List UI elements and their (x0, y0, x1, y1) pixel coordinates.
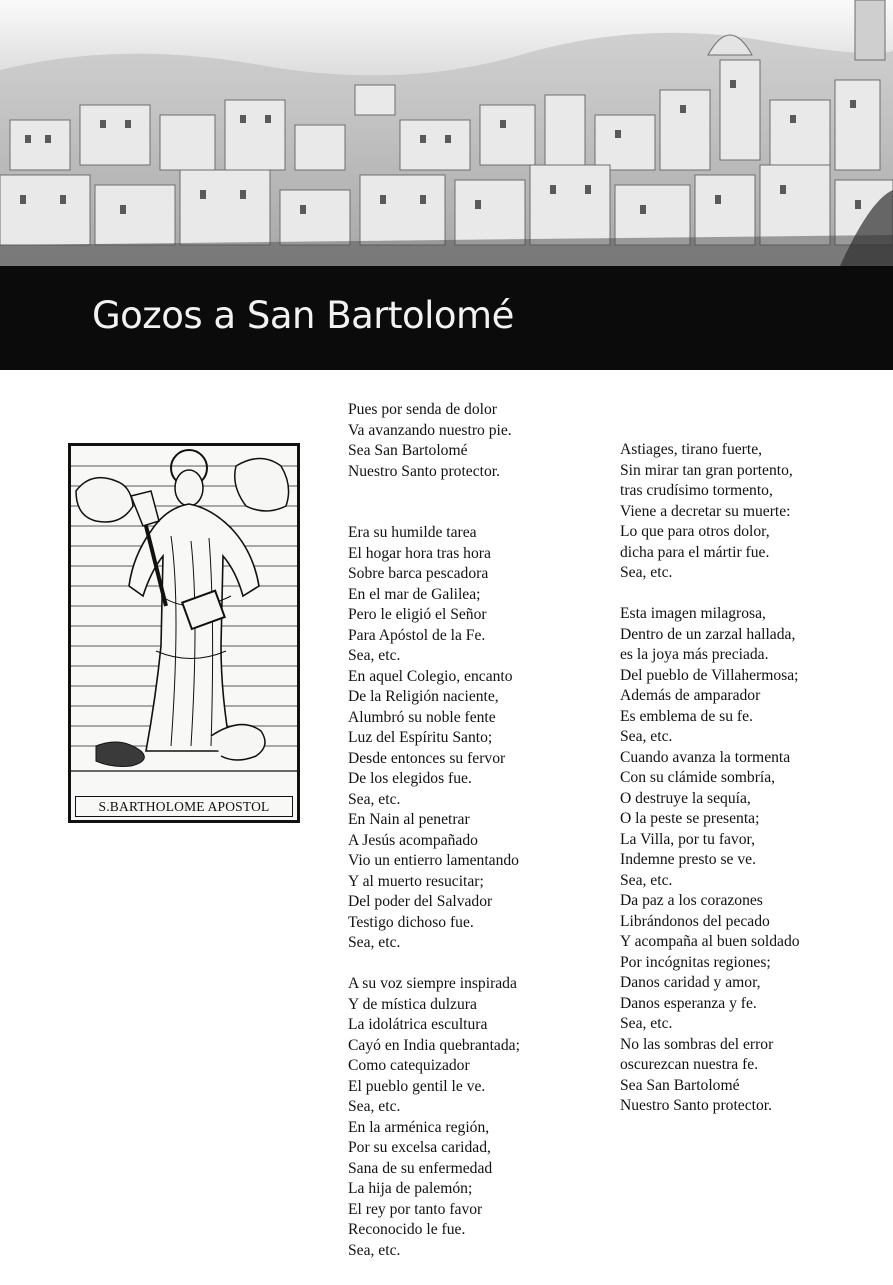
poem-line: Era su humilde tarea (348, 524, 477, 541)
poem-line: Sea, etc. (348, 1241, 401, 1259)
poem-line: Sea, etc. (620, 871, 673, 889)
poem-line: Astiages, tirano fuerte, (620, 441, 763, 458)
poem-line: Sea, etc. (620, 564, 673, 581)
poem-line: Da paz a los corazones (620, 892, 763, 909)
poem-line: tras crudísimo tormento, (620, 482, 773, 499)
poem-line: Pues por senda de dolor (348, 401, 497, 418)
poem-line: Sea, etc. (348, 647, 401, 664)
poem-line: Luz del Espíritu Santo; (348, 729, 493, 746)
poem-line: En la arménica región, (348, 1118, 490, 1136)
poem-line: A su voz siempre inspirada (348, 975, 517, 992)
image-caption: S.BARTHOLOME APOSTOL (75, 796, 293, 817)
poem-line: Cuando avanza la tormenta (620, 748, 791, 766)
poem-line: O destruye la sequía, (620, 789, 751, 807)
poem-line: En el mar de Galilea; (348, 585, 481, 603)
poem-line: En Nain al penetrar (348, 811, 470, 828)
poem-line: Alumbró su noble fente (348, 708, 496, 726)
stanza-gap (620, 584, 800, 605)
poem-line: es la joya más preciada. (620, 646, 769, 663)
poem-line: Del poder del Salvador (348, 893, 493, 910)
poem-line: Sea, etc. (620, 728, 673, 745)
poem-line: La hija de palemón; (348, 1180, 473, 1197)
poem-line: Por su excelsa caridad, (348, 1139, 491, 1156)
poem-line: Nuestro Santo protector. (620, 1097, 773, 1114)
poem-line: Además de amparador (620, 687, 761, 704)
poem-line: Sea, etc. (620, 1015, 673, 1032)
poem-line: Esta imagen milagrosa, (620, 605, 766, 622)
poem-line: Y al muerto resucitar; (348, 872, 484, 890)
poem-line: El hogar hora tras hora (348, 544, 491, 562)
stanza-gap (348, 954, 520, 975)
poem-line: Sobre barca pescadora (348, 565, 489, 582)
poem-line: Con su clámide sombría, (620, 769, 776, 786)
poem-line: Librándonos del pecado (620, 912, 770, 930)
poem-line: Como catequizador (348, 1057, 470, 1074)
poem-line: En aquel Colegio, encanto (348, 667, 513, 685)
poem-line: El pueblo gentil le ve. (348, 1077, 486, 1095)
page-title: Gozos a San Bartolomé (92, 294, 514, 337)
poem-line: No las sombras del error (620, 1035, 774, 1053)
poem-line: Del pueblo de Villahermosa; (620, 666, 799, 684)
poem-line: dicha para el mártir fue. (620, 543, 770, 561)
poem-line: Viene a decretar su muerte: (620, 502, 791, 520)
poem-line: O la peste se presenta; (620, 810, 760, 827)
poem-line: De la Religión naciente, (348, 688, 499, 705)
poem-line: Es emblema de su fe. (620, 707, 753, 725)
stanza-gap (348, 482, 520, 503)
header-town-photo (0, 0, 893, 266)
poem-line: Sea, etc. (348, 934, 401, 951)
poem-line: Indemne presto se ve. (620, 851, 756, 868)
poem-line: Va avanzando nuestro pie. (348, 421, 512, 439)
poem-line: Testigo dichoso fue. (348, 913, 474, 931)
poem-line: Sea, etc. (348, 790, 401, 808)
poem-line: La Villa, por tu favor, (620, 830, 755, 848)
poem-column-right (620, 440, 800, 1117)
poem-line: De los elegidos fue. (348, 770, 472, 787)
poem-line: Sana de su enfermedad (348, 1159, 493, 1177)
poem-line: oscurezcan nuestra fe. (620, 1056, 759, 1073)
poem-line: Nuestro Santo protector. (348, 462, 501, 480)
saint-engraving (68, 443, 300, 823)
poem-line: La idolátrica escultura (348, 1016, 488, 1033)
poem-line: Sea, etc. (348, 1098, 401, 1115)
poem-line: Lo que para otros dolor, (620, 523, 770, 540)
title-band (0, 266, 893, 370)
poem-line: Vio un entierro lamentando (348, 852, 519, 869)
poem-line: Pero le eligió el Señor (348, 606, 487, 623)
poem-line: A Jesús acompañado (348, 831, 478, 849)
poem-line: Reconocido le fue. (348, 1221, 466, 1238)
poem-line: Danos esperanza y fe. (620, 994, 757, 1012)
poem-line: Danos caridad y amor, (620, 974, 761, 991)
saint-figure-illustration (71, 446, 297, 794)
poem-line: Dentro de un zarzal hallada, (620, 625, 796, 643)
poem-line: Por incógnitas regiones; (620, 953, 771, 971)
poem-line: Desde entonces su fervor (348, 749, 506, 767)
poem-line: Sin mirar tan gran portento, (620, 461, 793, 479)
poem-line: Y de mística dulzura (348, 995, 477, 1013)
stanza-gap (348, 503, 520, 524)
poem-line: Sea San Bartolomé (620, 1076, 740, 1094)
poem-line: Sea San Bartolomé (348, 442, 468, 459)
poem-line: Y acompaña al buen soldado (620, 933, 800, 950)
poem-line: Cayó en India quebrantada; (348, 1036, 520, 1054)
poem-line: El rey por tanto favor (348, 1200, 483, 1218)
poem-column-left (348, 400, 520, 1261)
poem-line: Para Apóstol de la Fe. (348, 626, 486, 644)
